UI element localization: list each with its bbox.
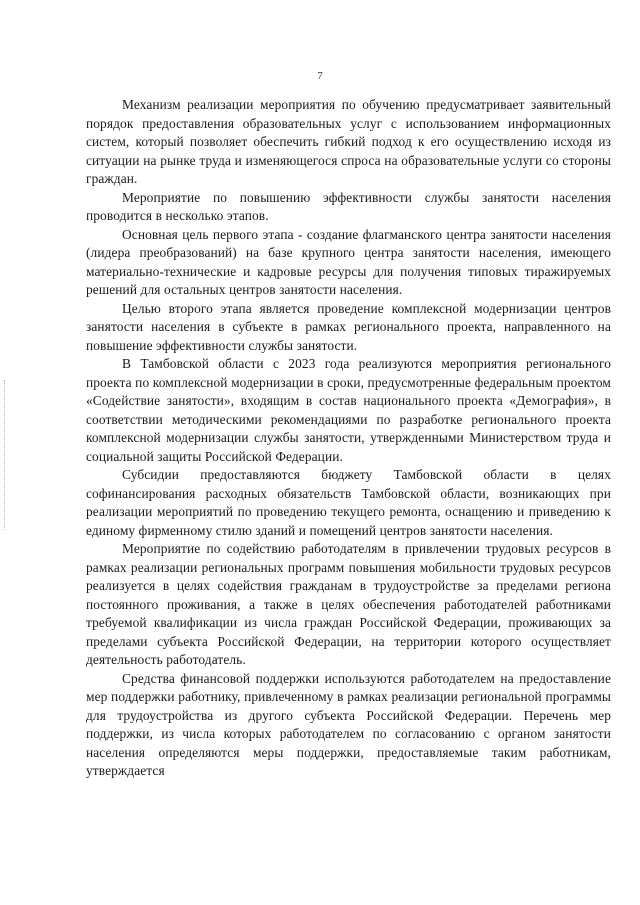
paragraph: Основная цель первого этапа - создание флагманского центра занятости населения (лидера преобразований) на базе крупного центра занятости населения, имеющего материально-технические и кадровые ресурсы для получения типовых тиражируемых решений для остальных центров занятости населения. [86, 226, 611, 297]
paragraph: Целью второго этапа является проведение комплексной модернизации центров занятости населения в субъекте в рамках регионального проекта, направленного на повышение эффективности службы занятости. [86, 300, 611, 353]
paragraph: Субсидии предоставляются бюджету Тамбовской области в целях софинансирования расходных обязательств Тамбовской области, возникающих при реализации мероприятий по проведению текущего ремонта, оснащению и приведению к единому фирменному стилю зданий и помещений центров занятости населения. [86, 467, 611, 538]
paragraph: В Тамбовской области с 2023 года реализуются мероприятия регионального проекта по комплексной модернизации в сроки, предусмотренные федеральным проектом «Содействие занятости», входящим в состав национального проекта «Демография», в соответствии методическими рекомендациями по разработке регионального проекта комплексной модернизации службы занятости, утвержденными Министерством труда и социальной защиты Российской Федерации. [86, 356, 611, 464]
scan-margin-mark [4, 380, 9, 530]
paragraph: Механизм реализации мероприятия по обучению предусматривает заявительный порядок предоставления образовательных услуг с использованием информационных систем, который позволяет обеспечить гибкий подход к его осуществлению исходя из ситуации на рынке труда и изменяющегося спроса на образовательные услуги со стороны граждан. [86, 97, 611, 186]
page-number: 7 [317, 70, 323, 82]
paragraph: Средства финансовой поддержки используются работодателем на предоставление мер поддержки работнику, привлеченному в рамках реализации региональной программы для трудоустройства из другого субъекта Российской Федерации. Перечень мер поддержки, из числа которых работодателем по согласованию с органом занятости населения определяются меры поддержки, предоставляемые таким работникам, утверждается [86, 670, 611, 778]
paragraph: Мероприятие по содействию работодателям в привлечении трудовых ресурсов в рамках реализации региональных программ повышения мобильности трудовых ресурсов реализуется в целях содействия гражданам в трудоустройстве за пределами региона постоянного проживания, а также в целях обеспечения работодателей работниками требуемой квалификации из числа граждан Российской Федерации, проживающих за пределами субъекта Российской Федерации, на территории которого осуществляет деятельность работодатель. [86, 541, 611, 667]
document-body [86, 96, 611, 781]
paragraph: Мероприятие по повышению эффективности службы занятости населения проводится в несколько этапов. [86, 189, 611, 223]
